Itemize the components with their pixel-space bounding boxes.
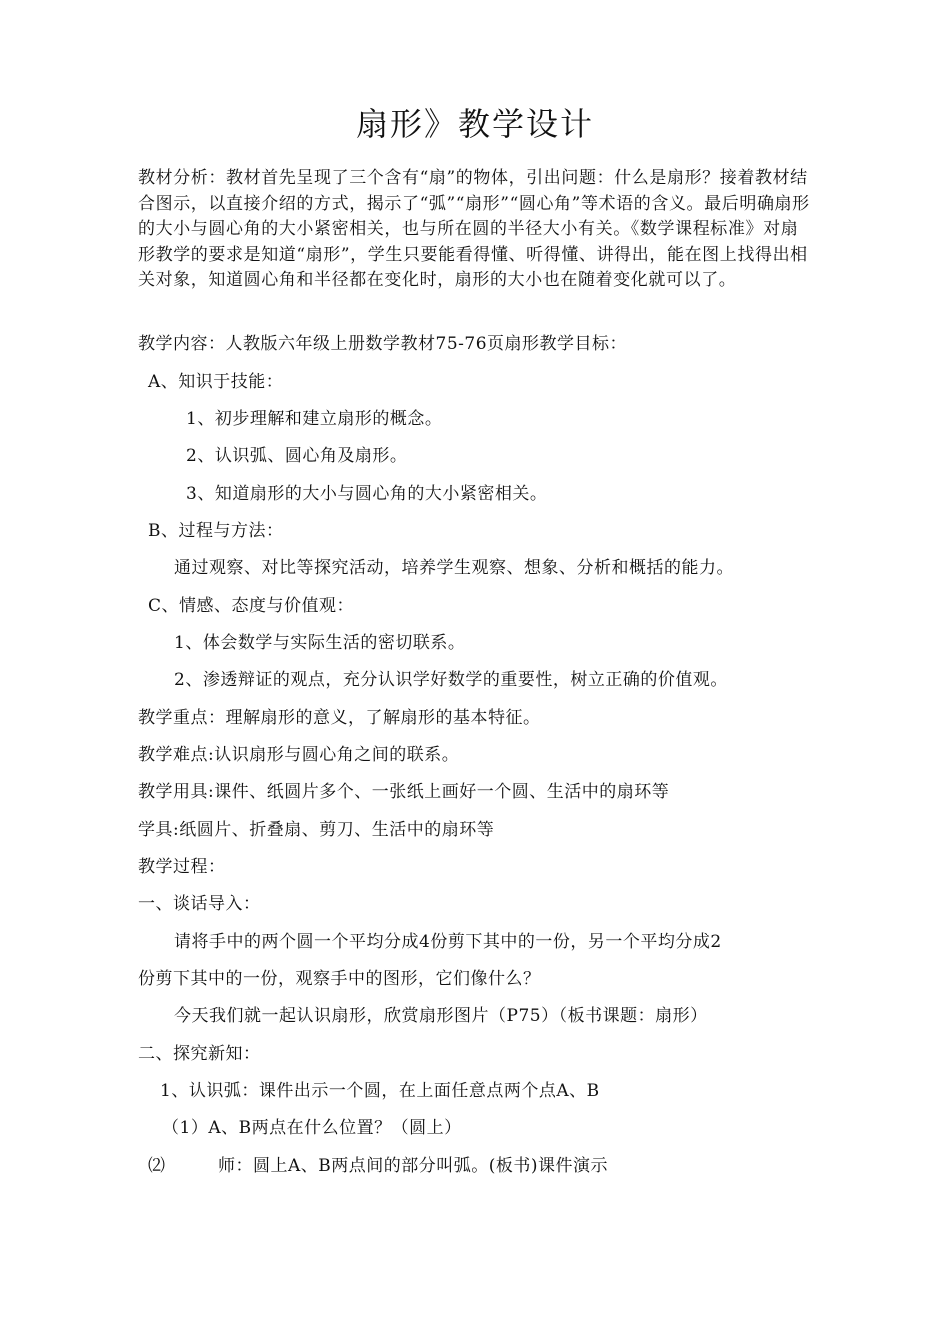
part1-paragraph-line-2: 份剪下其中的一份，观察手中的图形，它们像什么？ [138, 969, 541, 989]
goal-b-heading: B、过程与方法： [148, 521, 284, 541]
goal-a-heading: A、知识于技能： [148, 372, 284, 392]
goal-a-item-2: 2、认识弧、圆心角及扇形。 [186, 446, 408, 466]
goal-c-heading: C、情感、态度与价值观： [148, 596, 355, 616]
goal-a-item-1: 1、初步理解和建立扇形的概念。 [186, 409, 443, 429]
difficulty: 教学难点:认识扇形与圆心角之间的联系。 [138, 745, 460, 765]
teaching-material-analysis: 教材分析：教材首先呈现了三个含有“扇”的物体，引出问题：什么是扇形？接着教材结合图示，以直接介绍的方式，揭示了“弧”“扇形”“圆心角”等术语的含义。最后明确扇形的大小与圆心角的大小紧密相关，也与所在圆的半径大小有关。《数学课程标准》对扇形教学的要求是知道“扇形”，学生只要能看得懂、听得懂、讲得出，能在图上找得出相关对象，知道圆心角和半径都在变化时，扇形的大小也在随着变化就可以了。 [138, 168, 810, 290]
part2-question-2: 师：圆上A、B两点间的部分叫弧。(板书)课件演示 [218, 1156, 609, 1176]
teaching-tools: 教学用具:课件、纸圆片多个、一张纸上画好一个圆、生活中的扇环等 [138, 782, 670, 802]
part1-heading: 一、谈话导入： [138, 894, 261, 914]
part2-heading: 二、探究新知： [138, 1044, 261, 1064]
document-title: 扇形》教学设计 [355, 105, 594, 143]
goal-c-item-2: 2、渗透辩证的观点，充分认识学好数学的重要性，树立正确的价值观。 [174, 670, 728, 690]
student-tools: 学具:纸圆片、折叠扇、剪刀、生活中的扇环等 [138, 820, 495, 840]
key-point: 教学重点：理解扇形的意义，了解扇形的基本特征。 [138, 708, 541, 728]
goal-a-item-3: 3、知道扇形的大小与圆心角的大小紧密相关。 [186, 484, 548, 504]
goal-c-item-1: 1、体会数学与实际生活的密切联系。 [174, 633, 466, 653]
teaching-content: 教学内容：人教版六年级上册数学教材75-76页扇形教学目标： [138, 334, 628, 354]
part2-question-1: （1）A、B两点在什么位置？（圆上） [162, 1118, 462, 1138]
part2-item-1: 1、认识弧：课件出示一个圆，在上面任意点两个点A、B [160, 1081, 600, 1101]
process-heading: 教学过程： [138, 857, 226, 877]
part2-question-2-number: ⑵ [148, 1156, 166, 1176]
part1-paragraph-line-1: 请将手中的两个圆一个平均分成4份剪下其中的一份，另一个平均分成2 [174, 932, 722, 952]
part1-paragraph-2: 今天我们就一起认识扇形，欣赏扇形图片（P75）（板书课题：扇形） [174, 1006, 708, 1026]
goal-b-item: 通过观察、对比等探究活动，培养学生观察、想象、分析和概括的能力。 [174, 558, 734, 578]
